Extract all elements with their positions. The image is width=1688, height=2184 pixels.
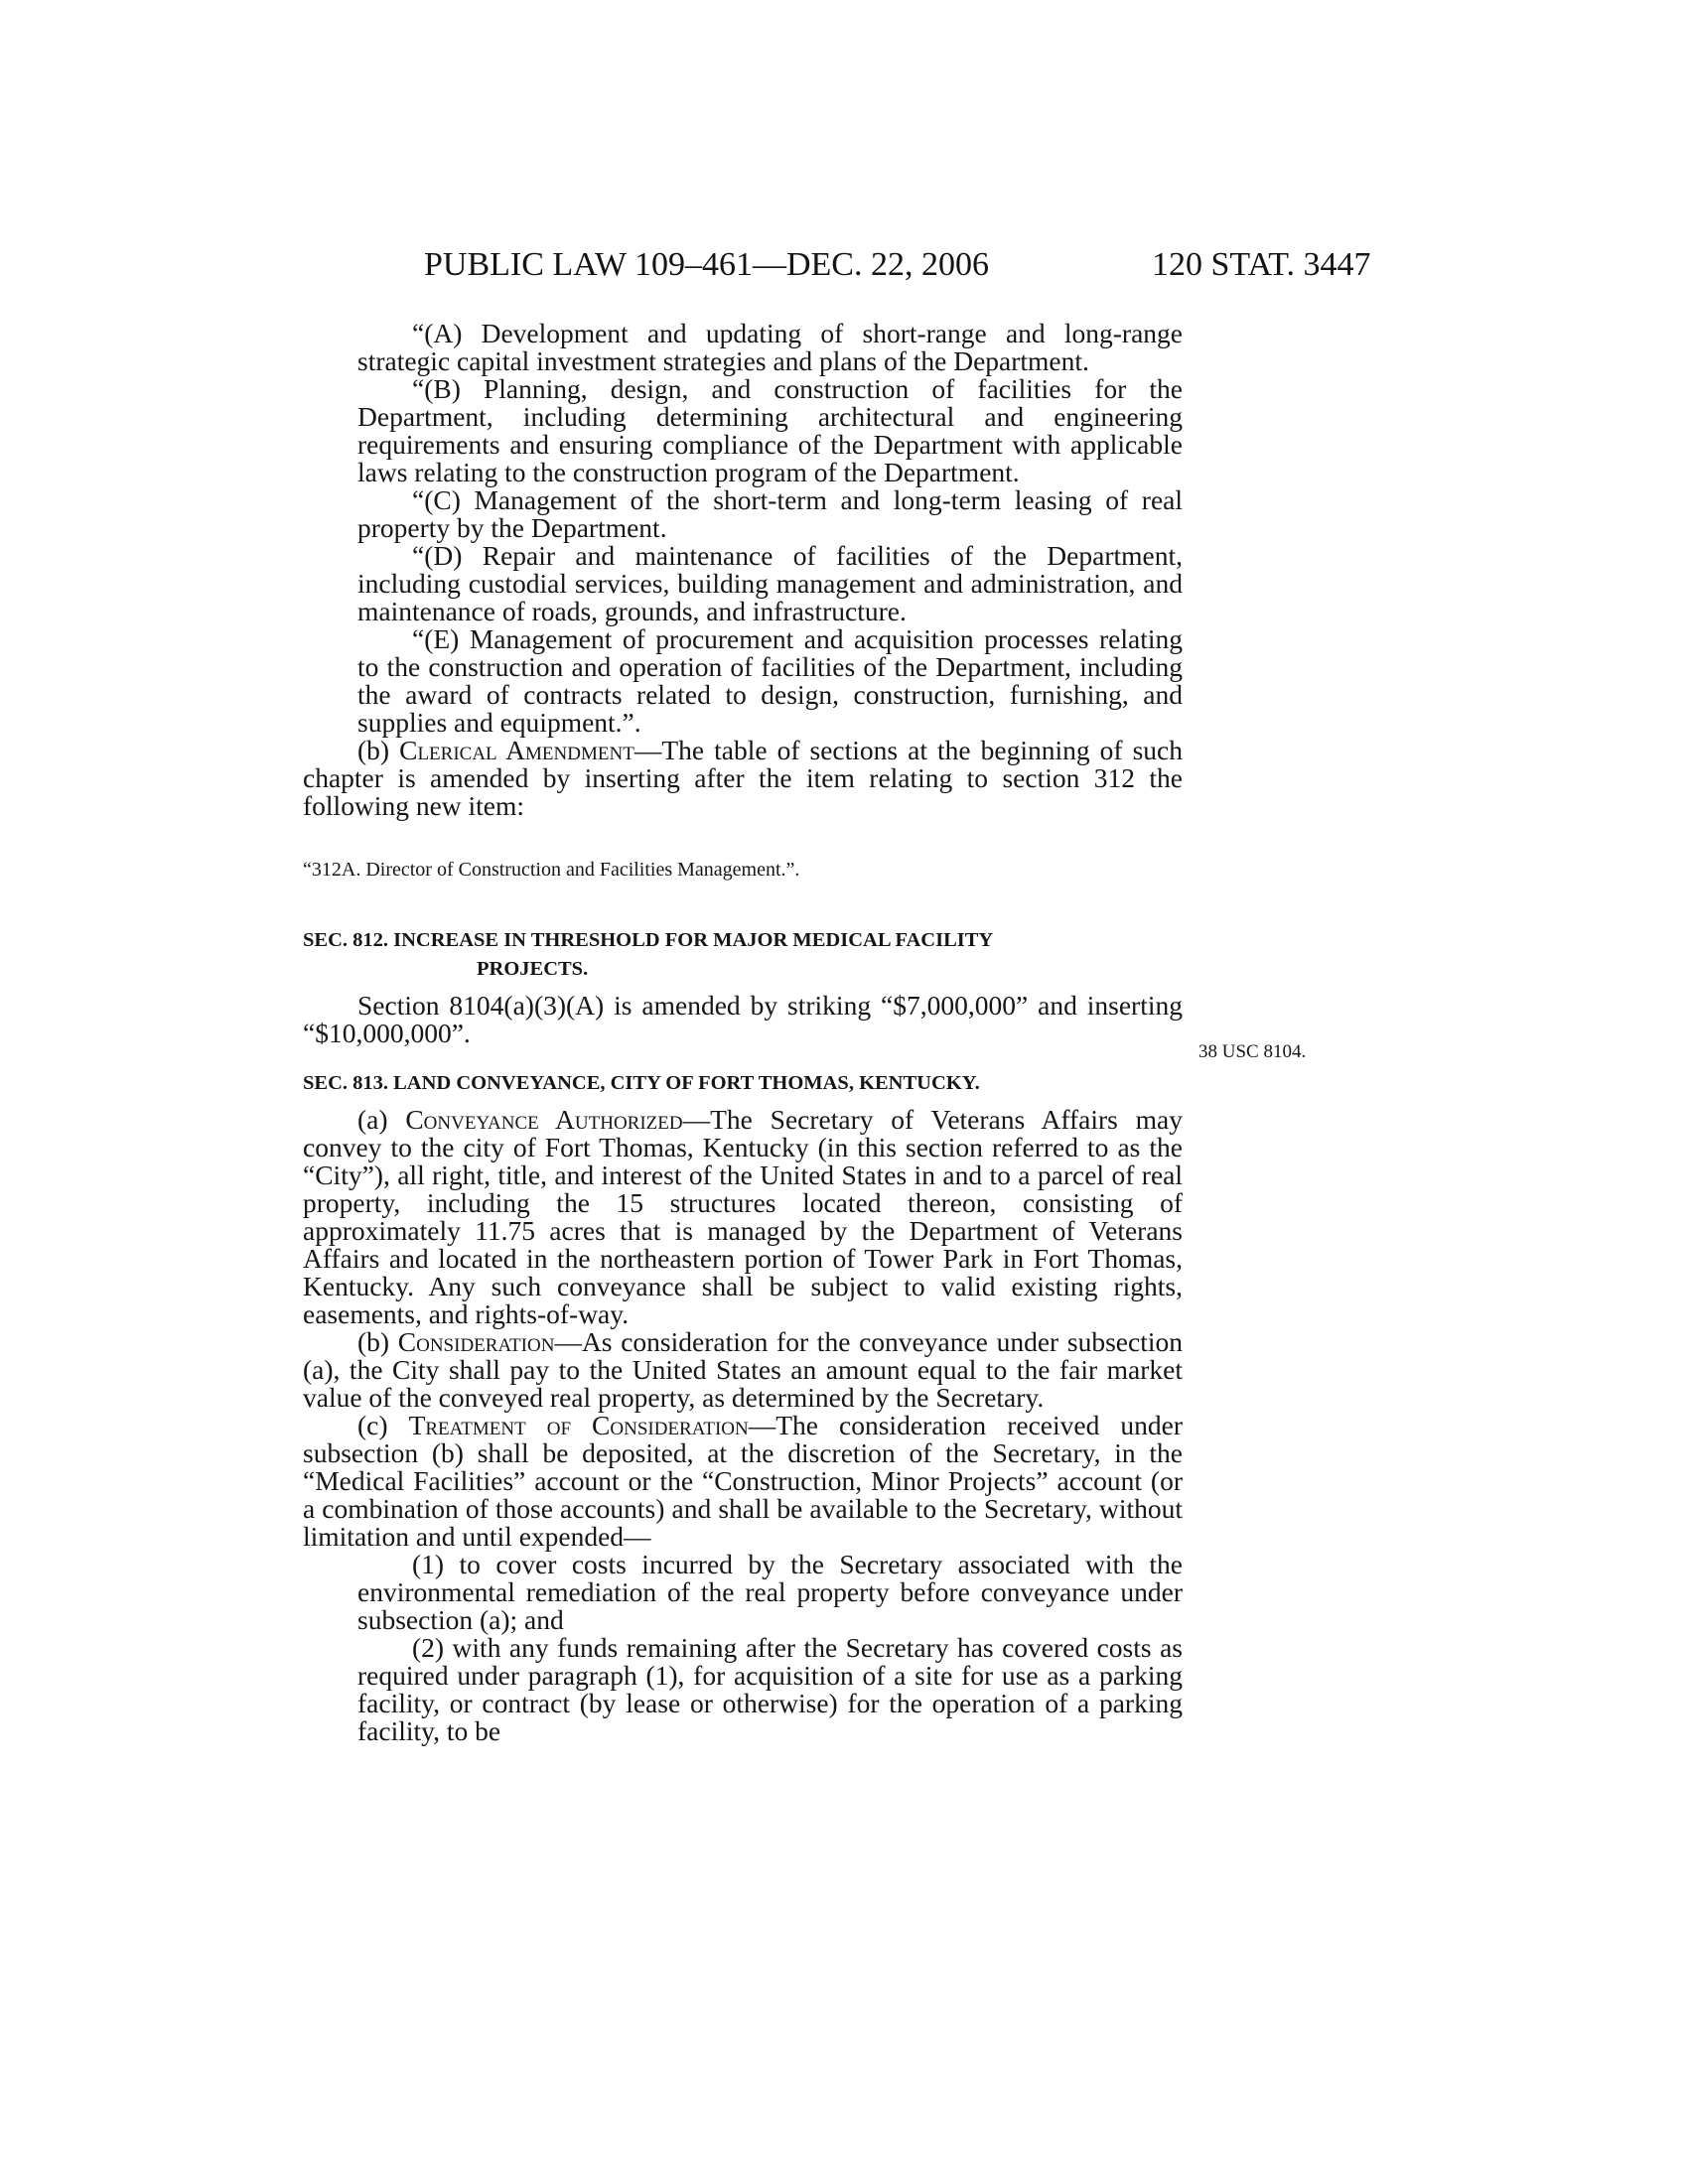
sec-813-c-paragraph-1: (1) to cover costs incurred by the Secretary associated with the environmental remediation of the real property before conveyance under subsection (a); and — [357, 1549, 1183, 1635]
sec-813-c-heading: Treatment of Consideration — [408, 1410, 749, 1440]
sec-813-b-heading: Consideration — [397, 1326, 555, 1357]
table-of-sections-item: “312A. Director of Construction and Facilities Management.”. — [303, 859, 800, 881]
paragraph-a: “(A) Development and updating of short-range and long-range strategic capital investment strategies and plans of the Department. — [357, 318, 1183, 376]
running-header-title: PUBLIC LAW 109–461—DEC. 22, 2006 — [424, 246, 989, 283]
sec-813-heading: SEC. 813. LAND CONVEYANCE, CITY OF FORT THOMAS, KENTUCKY. — [303, 1072, 980, 1094]
page-body — [303, 320, 1183, 1745]
sec-813-b-text: —As consideration for the conveyance under subsection (a), the City shall pay to the United States an amount equal to the fair market value of the conveyed real property, as determined by the Secretary. — [303, 1326, 1183, 1413]
sec-812-text: Section 8104(a)(3)(A) is amended by striking “$7,000,000” and inserting “$10,000,000”. — [303, 990, 1183, 1048]
paragraph-d: “(D) Repair and maintenance of facilities of the Department, including custodial services, building management and administration, and maintenance of roads, grounds, and infrastructure. — [357, 540, 1183, 626]
clerical-text: —The table of sections at the beginning of such chapter is amended by inserting after the item relating to section 312 the following new item: — [303, 735, 1183, 821]
clerical-amendment — [303, 737, 1183, 820]
paragraph-e: “(E) Management of procurement and acquisition processes relating to the construction and operation of facilities of the Department, including the award of contracts related to design, construction, furnishing, and supplies and equipment.”. — [357, 623, 1183, 738]
paragraph-b: “(B) Planning, design, and construction of facilities for the Department, including determining architectural and engineering requirements and ensuring compliance of the Department with applicable laws relating to the construction program of the Department. — [357, 373, 1183, 487]
sec-813-subsection-a — [303, 1106, 1183, 1328]
clerical-heading: Clerical Amendment — [399, 735, 634, 765]
page-number: 120 STAT. 3447 — [1152, 246, 1371, 283]
sec-813-c-prefix: (c) — [357, 1410, 409, 1440]
sec-812-heading — [303, 926, 1183, 984]
sec-813-subsection-c — [303, 1412, 1183, 1551]
sec-813-c-text: —The consideration received under subsection (b) shall be deposited, at the discretion of the Secretary, in the “Medical Facilities” account or the “Construction, Minor Projects” account (or a combination of those accounts) and shall be available to the Secretary, without limitation and until expended— — [303, 1410, 1183, 1552]
sec-813-a-text: —The Secretary of Veterans Affairs may convey to the city of Fort Thomas, Kentucky (in this section referred to as the “City”), all right, title, and interest of the United States in and to a parcel of real property, including the 15 structures located thereon, consisting of approximately 11.75 acres that is managed by the Department of Veterans Affairs and located in the northeastern portion of Tower Park in Fort Thomas, Kentucky. Any such conveyance shall be subject to valid existing rights, easements, and rights-of-way. — [303, 1104, 1183, 1329]
sec-813-a-heading: Conveyance Authorized — [405, 1104, 683, 1135]
sec-813-b-prefix: (b) — [357, 1326, 398, 1357]
clerical-prefix: (b) — [357, 735, 400, 765]
paragraph-c: “(C) Management of the short-term and long-term leasing of real property by the Department. — [357, 484, 1183, 543]
sec-813-a-prefix: (a) — [357, 1104, 406, 1135]
sec-813-subsection-b — [303, 1328, 1183, 1412]
sec-812-heading-line2: PROJECTS. — [477, 958, 589, 980]
margin-note-citation: 38 USC 8104. — [1198, 1041, 1307, 1062]
sec-813-c-paragraph-2: (2) with any funds remaining after the Secretary has covered costs as required under paragraph (1), for acquisition of a site for use as a parking facility, or contract (by lease or otherwise) for the operation of a parking facility, to be — [357, 1632, 1183, 1746]
sec-812-heading-line1: SEC. 812. INCREASE IN THRESHOLD FOR MAJOR MEDICAL FACILITY — [303, 929, 994, 951]
